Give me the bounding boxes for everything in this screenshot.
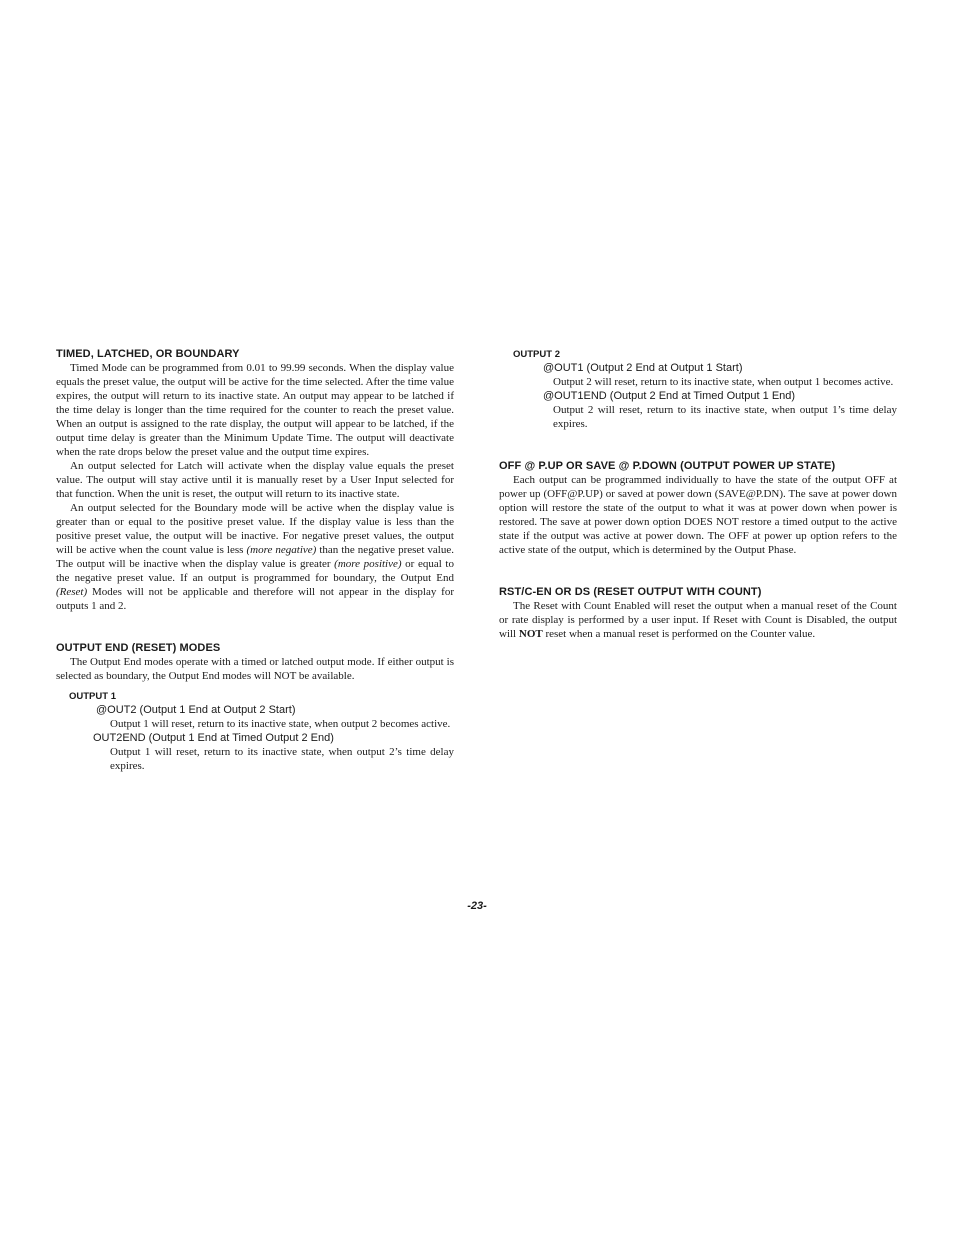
- paragraph-timed-mode: Timed Mode can be programmed from 0.01 to 99.99 seconds. When the display value equals the preset value, the output will be active for the time selected. After the time value expires, the output will return to its inactive state. An output may appear to be latched if the time delay is longer than the time required for the counter to reach the preset value. When an output is assigned to the rate display, the output will appear to be latched, if the output time delay is greater than the Minimum Update Time. The output will deactivate when the rate drops below the preset value and the output time expires.: [56, 362, 454, 458]
- paragraph-power-up-state: Each output can be programmed individually to have the state of the output OFF at power up (OFF@P.UP) or saved at power down (SAVE@P.DN). The save at power down option will restore the state of the output to what it was at power down when power is restored. The save at power down option DOES NOT restore a timed output to the active state if the output was active at power down. The OFF at power up option refers to the active state of the output, which is determined by the Output Phase.: [499, 474, 897, 556]
- text-run: The Reset with Count Enabled will reset the output when a manual reset of the Count or rate display is performed by a user input. If Reset with Count is Disabled, the output will: [499, 600, 897, 640]
- right-column: [499, 347, 897, 641]
- section-heading-power-up-state: OFF @ P.UP OR SAVE @ P.DOWN (OUTPUT POWER UP STATE): [499, 460, 836, 472]
- text-run: An output selected for the Boundary mode will be active when the display value is greater than or equal to the positive preset value. If the display value is less than the positive preset value, the output will be inactive. For negative preset values, the output will be active when the count value is less: [56, 502, 454, 556]
- option-title-at-out1: @OUT1 (Output 2 End at Output 1 Start): [543, 362, 743, 374]
- option-text-at-out2: Output 1 will reset, return to its inactive state, when output 2 becomes active.: [110, 718, 451, 730]
- option-text-out2end: Output 1 will reset, return to its inactive state, when output 2’s time delay expires.: [110, 746, 454, 772]
- bold-run: NOT: [518, 628, 543, 640]
- section-heading-timed-latched-boundary: TIMED, LATCHED, OR BOUNDARY: [56, 348, 240, 360]
- section-heading-output-end-modes: OUTPUT END (RESET) MODES: [56, 642, 221, 654]
- option-title-at-out2: @OUT2 (Output 1 End at Output 2 Start): [96, 704, 296, 716]
- italic-run: (more negative): [246, 544, 317, 556]
- subheading-output-2: OUTPUT 2: [513, 349, 560, 360]
- text-run: reset when a manual reset is performed on the Counter value.: [542, 628, 816, 640]
- option-title-out2end: OUT2END (Output 1 End at Timed Output 2 End): [93, 732, 334, 744]
- paragraph-output-end-modes: The Output End modes operate with a timed or latched output mode. If either output is selected as boundary, the Output End modes will NOT be available.: [56, 656, 454, 682]
- left-column: [56, 347, 454, 773]
- section-heading-reset-with-count: RST/C-EN OR DS (RESET OUTPUT WITH COUNT): [499, 586, 762, 598]
- paragraph-boundary-mode: [56, 501, 454, 613]
- option-text-at-out1end: Output 2 will reset, return to its inactive state, when output 1’s time delay expires.: [553, 404, 897, 430]
- paragraph-reset-with-count: [499, 599, 897, 641]
- text-run: than the negative preset value. The output will be inactive when the display value is greater: [56, 544, 454, 570]
- option-title-at-out1end: @OUT1END (Output 2 End at Timed Output 1 End): [543, 390, 796, 402]
- text-run: or equal to the negative preset value. If an output is programmed for boundary, the Output End: [56, 558, 454, 584]
- italic-run: (Reset): [56, 586, 88, 598]
- text-run: Modes will not be applicable and therefore will not appear in the display for outputs 1 and 2.: [56, 586, 454, 612]
- subheading-output-1: OUTPUT 1: [69, 691, 116, 702]
- page-number: -23-: [467, 900, 487, 912]
- option-text-at-out1: Output 2 will reset, return to its inactive state, when output 1 becomes active.: [553, 376, 894, 388]
- paragraph-latch-mode: An output selected for Latch will activate when the display value equals the preset value. The output will stay active until it is manually reset by a User Input selected for that function. When the unit is reset, the output will return to its inactive state.: [56, 460, 454, 500]
- italic-run: (more positive): [334, 558, 402, 570]
